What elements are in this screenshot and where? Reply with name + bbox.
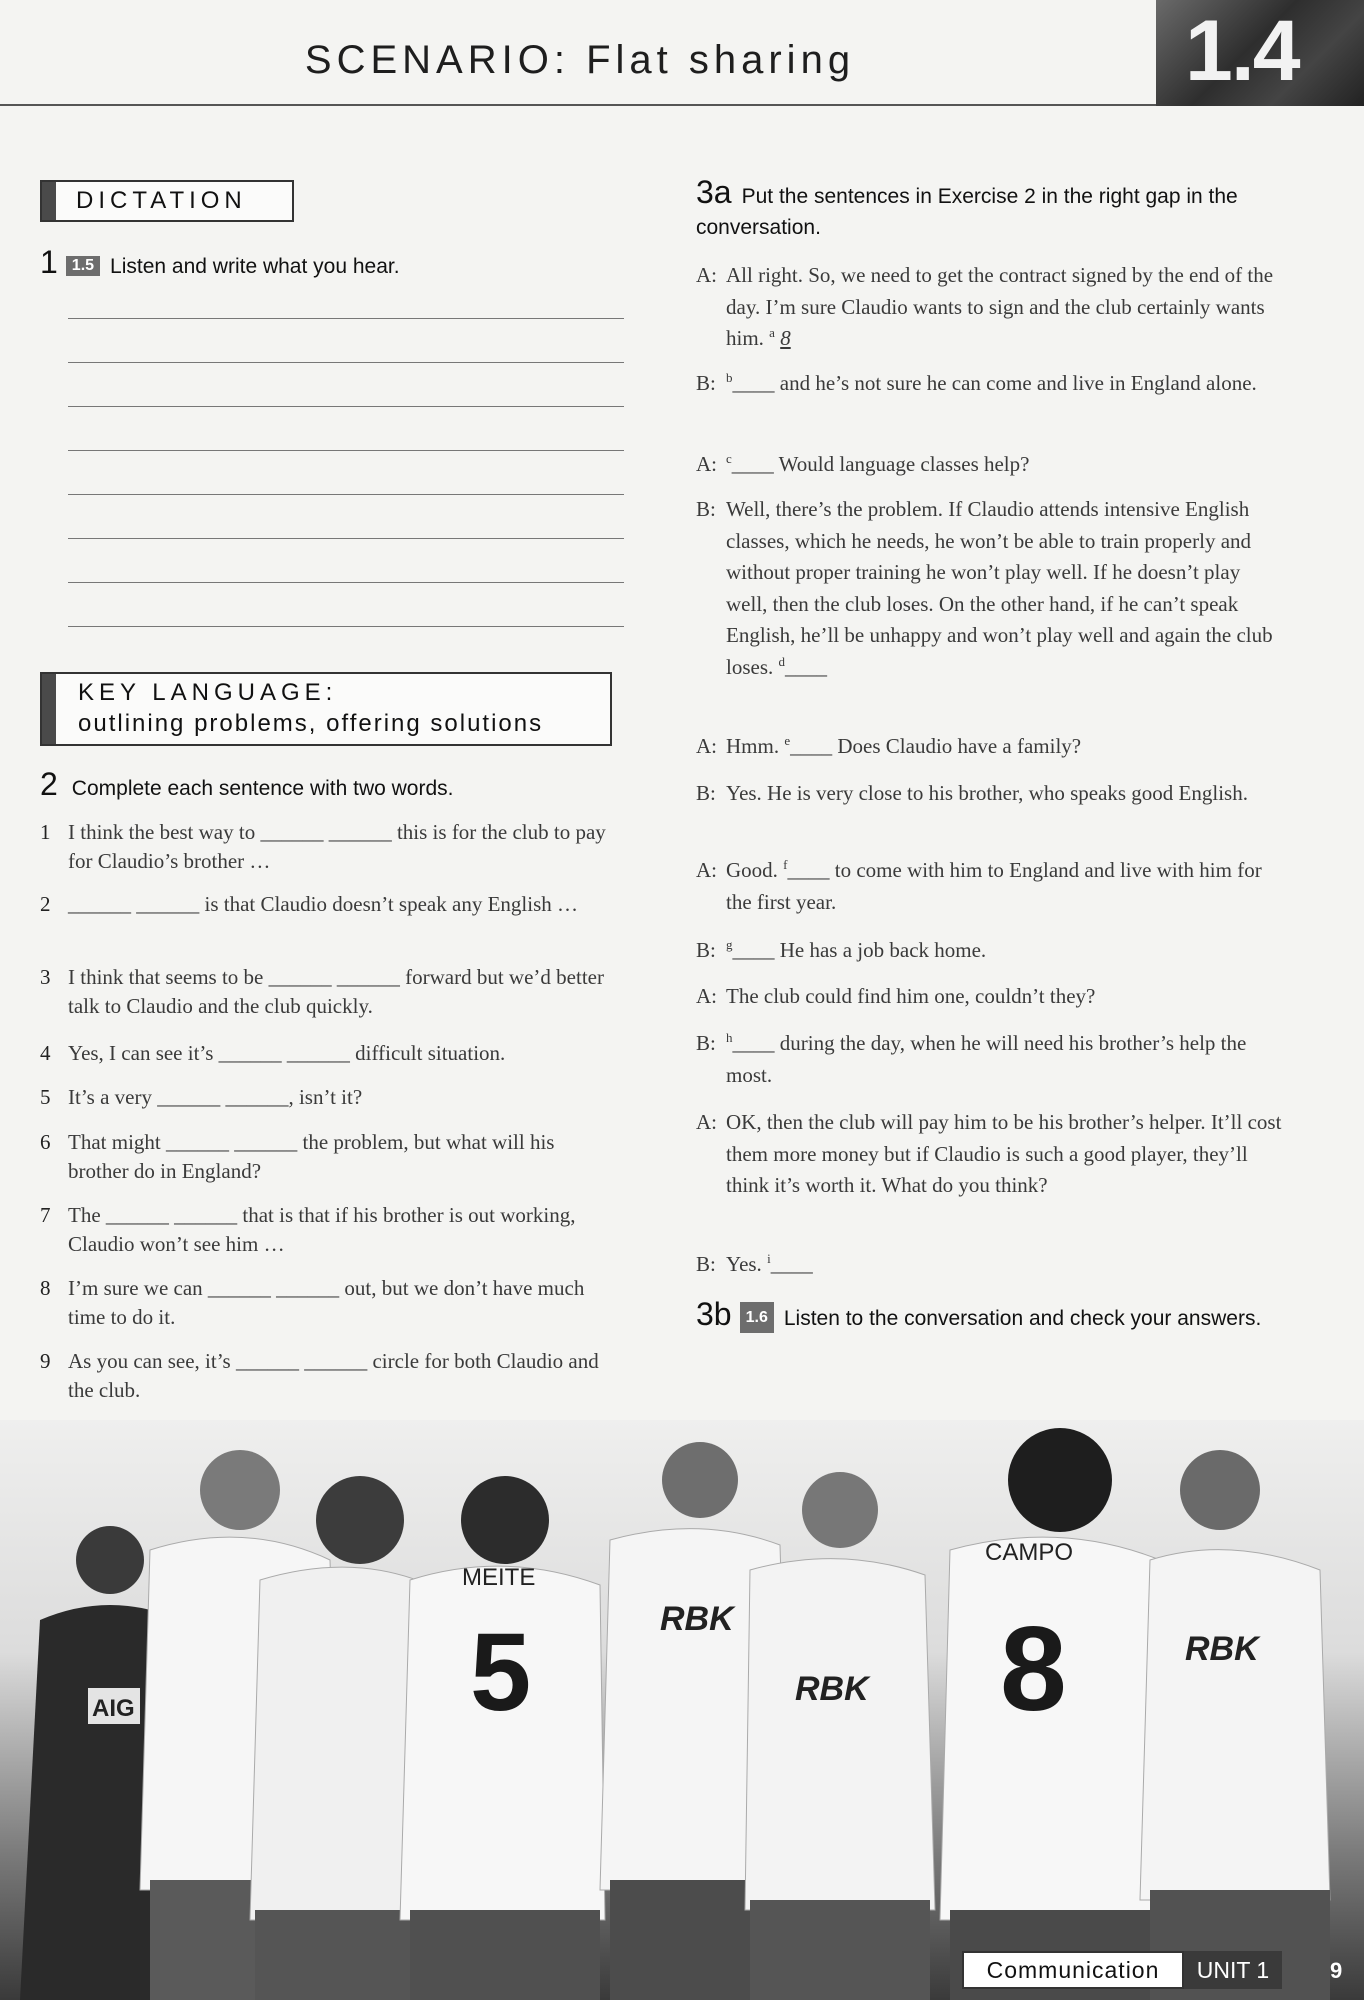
exercise2-item: 5 It’s a very ______ ______, isn’t it?: [40, 1085, 363, 1109]
player-campo: [940, 1428, 1170, 2000]
dictation-heading: DICTATION: [76, 187, 247, 214]
exercise1-heading: [40, 244, 400, 281]
writing-line[interactable]: [68, 538, 624, 539]
jersey-number: 5: [470, 1611, 532, 1734]
footer-unit-label: UNIT 1: [1184, 1951, 1282, 1989]
writing-line[interactable]: [68, 362, 624, 363]
jersey-sponsor: RBK: [1185, 1630, 1259, 1668]
example-answer: 8: [780, 326, 791, 350]
exercise2-item: 2 ______ ______ is that Claudio doesn’t speak any English …: [40, 892, 578, 916]
jersey-sponsor: RBK: [795, 1670, 869, 1708]
jersey-number: 8: [1000, 1602, 1067, 1736]
jersey-name: CAMPO: [985, 1539, 1074, 1566]
jersey-sponsor: AIG: [92, 1695, 135, 1722]
exercise-instruction: Listen and write what you hear.: [110, 255, 400, 278]
page-number: 9: [1330, 1958, 1343, 1983]
writing-line[interactable]: [68, 582, 624, 583]
exercise2-heading: [40, 766, 454, 803]
footer-section-label: Communication: [962, 1951, 1184, 1989]
dialogue-line: A: $^c$____ Would language classes help?: [696, 451, 1030, 476]
exercise-number: 3b: [696, 1296, 732, 1332]
audio-track-badge: 1.5: [66, 256, 100, 276]
jersey-sponsor: RBK: [660, 1600, 734, 1638]
dialogue-line: A: Hmm. $^e$____ Does Claudio have a family?: [696, 733, 1082, 758]
writing-line[interactable]: [68, 318, 624, 319]
player-meite: [400, 1476, 605, 2000]
dialogue-line: B: Yes. He is very close to his brother, who speaks good English.: [696, 781, 1248, 805]
dialogue-line: B: Yes. $^i$____: [696, 1251, 813, 1276]
dialogue-line: B: $^g$____ He has a job back home.: [696, 937, 987, 962]
dialogue-line: B: $^h$____ during the day, when he will need his brother’s help the most.: [696, 1030, 1247, 1087]
writing-line[interactable]: [68, 450, 624, 451]
exercise3b-heading: [696, 1296, 1296, 1335]
key-language-title: KEY LANGUAGE:: [78, 679, 338, 706]
exercise-instruction: Put the sentences in Exercise 2 in the right gap in the conversation.: [696, 185, 1238, 239]
dialogue-line: A: Good. $^f$____ to come with him to England and live with him for the first year.: [696, 857, 1262, 914]
jersey-name: MEITE: [462, 1564, 536, 1591]
exercise2-item: 6 That might ______ ______ the problem, but what will his brother do in England?: [40, 1130, 555, 1183]
heading-bar: [42, 182, 56, 220]
writing-line[interactable]: [68, 406, 624, 407]
dialogue-line: A: OK, then the club will pay him to be his brother’s helper. It’ll cost them more money but if Claudio is such a good player, they’ll think it’s worth it. What do you think?: [696, 1110, 1282, 1197]
writing-line[interactable]: [68, 494, 624, 495]
exercise-number: 2: [40, 766, 58, 802]
dialogue-line: A: All right. So, we need to get the contract signed by the end of the day. I’m sure Claudio wants to sign and the club certainly wants him. $^a$ 8: [696, 263, 1274, 350]
exercise2-item: 8 I’m sure we can ______ ______ out, but we don’t have much time to do it.: [40, 1276, 585, 1329]
dialogue-line: B: Well, there’s the problem. If Claudio attends intensive English classes, which he needs, he won’t be able to train properly and without proper training he won’t play well. If he doesn’t play well, then the club loses. On the other hand, if he can’t speak English, he’ll be unhappy and won’t play well and again the club loses. $^d$____: [696, 497, 1273, 679]
exercise2-item: 4 Yes, I can see it’s ______ ______ difficult situation.: [40, 1041, 506, 1065]
exercise2-item: 7 The ______ ______ that is that if his brother is out working, Claudio won’t see him …: [40, 1203, 576, 1256]
dictation-heading-box: [40, 180, 294, 222]
dialogue-line: A: The club could find him one, couldn’t they?: [696, 984, 1096, 1008]
dialogue-line: B: $^b$____ and he’s not sure he can come and live in England alone.: [696, 370, 1257, 395]
exercise2-item: 9 As you can see, it’s ______ ______ circle for both Claudio and the club.: [40, 1349, 599, 1402]
player-white-kit: [1140, 1450, 1330, 2000]
page-title: SCENARIO: Flat sharing: [304, 38, 856, 82]
exercise2-item: 3 I think that seems to be ______ ______ forward but we’d better talk to Claudio and the club quickly.: [40, 965, 604, 1018]
writing-line[interactable]: [68, 626, 624, 627]
exercise-number: 3a: [696, 174, 732, 210]
football-team-photo: [0, 1420, 1364, 2000]
players-illustration: [0, 1420, 1364, 2000]
exercise3a-heading: [696, 174, 1296, 244]
section-number: 1.4: [1185, 3, 1299, 99]
exercise-number: 1: [40, 244, 58, 280]
audio-track-badge: 1.6: [740, 1302, 774, 1333]
key-language-heading-box: [40, 672, 612, 746]
exercise-instruction: Complete each sentence with two words.: [71, 777, 454, 800]
exercise2-item: 1 I think the best way to ______ ______ this is for the club to pay for Claudio’s brother …: [40, 820, 606, 873]
key-language-subtitle: outlining problems, offering solutions: [78, 710, 544, 737]
exercise-instruction: Listen to the conversation and check your answers.: [783, 1307, 1262, 1330]
heading-bar: [42, 674, 56, 744]
